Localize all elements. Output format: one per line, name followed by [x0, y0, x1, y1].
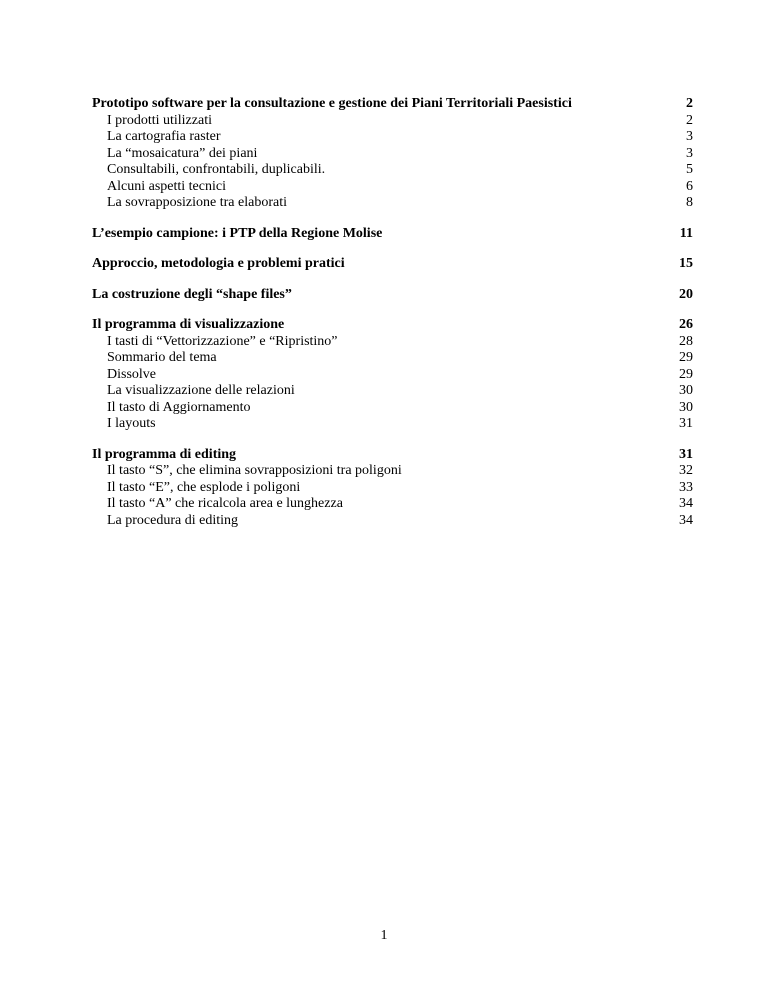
toc-subentry-page-number: 6	[686, 178, 693, 194]
toc-heading-page-number: 2	[686, 96, 693, 111]
toc-heading-page-number: 11	[679, 225, 693, 241]
toc-subentry-title: I tasti di “Vettorizzazione” e “Ripristino”	[107, 333, 338, 349]
toc-subentry-title: La sovrapposizione tra elaborati	[107, 195, 287, 210]
toc-heading-title: La costruzione degli “shape files”	[92, 286, 292, 302]
toc-subentry-page-number: 33	[679, 479, 693, 495]
toc-subentry-page-number: 8	[686, 195, 693, 210]
toc-heading-page-number: 31	[679, 446, 693, 462]
toc-subentry-title: La cartografia raster	[107, 129, 221, 144]
toc-subentry-title: Consultabili, confrontabili, duplicabili.	[107, 162, 326, 177]
toc-subentry	[92, 146, 693, 163]
toc-heading-entry	[92, 96, 693, 113]
toc-subentry	[92, 416, 693, 433]
toc-subentry	[92, 162, 693, 179]
toc-subentry-page-number: 3	[686, 129, 693, 144]
toc-subentry	[92, 513, 693, 530]
toc-subentry-page-number: 2	[686, 112, 693, 128]
toc-heading-page-number: 26	[679, 317, 693, 332]
toc-subentry-page-number: 5	[686, 162, 693, 177]
toc-subentry	[92, 480, 693, 497]
toc-heading-title: L’esempio campione: i PTP della Regione Molise	[92, 225, 383, 241]
toc-heading-title: Il programma di editing	[92, 446, 237, 462]
toc-heading-page-number: 15	[679, 256, 693, 271]
toc-subentry-page-number: 28	[679, 333, 693, 349]
toc-subentry	[92, 113, 693, 130]
toc-subentry-page-number: 30	[679, 399, 693, 415]
toc-subentry	[92, 463, 693, 480]
toc-subentry	[92, 334, 693, 351]
toc-subentry-title: Sommario del tema	[107, 350, 217, 365]
toc-section	[92, 287, 693, 304]
toc-subentry-page-number: 3	[686, 145, 693, 161]
toc-section	[92, 447, 693, 530]
toc-subentry-page-number: 29	[679, 350, 693, 365]
toc-subentry-page-number: 30	[679, 383, 693, 398]
toc-subentry-page-number: 32	[679, 463, 693, 478]
toc-heading-entry	[92, 287, 693, 304]
toc-subentry-title: Il tasto “S”, che elimina sovrapposizioni tra poligoni	[107, 463, 402, 478]
toc-subentry-title: La procedura di editing	[107, 512, 239, 528]
toc-heading-entry	[92, 317, 693, 334]
toc-subentry	[92, 367, 693, 384]
toc-subentry-title: I prodotti utilizzati	[107, 112, 212, 128]
toc-subentry-title: Dissolve	[107, 366, 156, 382]
toc-subentry-page-number: 29	[679, 366, 693, 382]
toc-heading-title: Il programma di visualizzazione	[92, 317, 285, 332]
table-of-contents	[92, 96, 693, 543]
toc-subentry	[92, 400, 693, 417]
toc-subentry-title: Il tasto “A” che ricalcola area e lunghezza	[107, 496, 343, 511]
toc-subentry-title: Il tasto “E”, che esplode i poligoni	[107, 479, 301, 495]
toc-subentry	[92, 350, 693, 367]
toc-section	[92, 256, 693, 273]
toc-heading-entry	[92, 226, 693, 243]
toc-subentry-page-number: 34	[679, 512, 693, 528]
toc-section	[92, 317, 693, 433]
toc-subentry-title: Alcuni aspetti tecnici	[107, 178, 226, 194]
toc-subentry-title: La visualizzazione delle relazioni	[107, 383, 295, 398]
toc-subentry-page-number: 34	[679, 496, 693, 511]
toc-section	[92, 96, 693, 212]
toc-subentry	[92, 179, 693, 196]
toc-heading-title: Approccio, metodologia e problemi pratici	[92, 256, 345, 271]
toc-subentry	[92, 195, 693, 212]
toc-heading-entry	[92, 256, 693, 273]
toc-section	[92, 226, 693, 243]
toc-subentry	[92, 129, 693, 146]
toc-subentry-title: La “mosaicatura” dei piani	[107, 145, 258, 161]
toc-subentry-title: I layouts	[107, 416, 156, 431]
toc-subentry	[92, 496, 693, 513]
page-number: 1	[380, 928, 388, 943]
toc-subentry-page-number: 31	[679, 416, 693, 431]
toc-heading-title: Prototipo software per la consultazione e gestione dei Piani Territoriali Paesistici	[92, 96, 572, 111]
toc-heading-page-number: 20	[679, 286, 693, 302]
toc-heading-entry	[92, 447, 693, 464]
toc-subentry-title: Il tasto di Aggiornamento	[107, 399, 251, 415]
toc-subentry	[92, 383, 693, 400]
